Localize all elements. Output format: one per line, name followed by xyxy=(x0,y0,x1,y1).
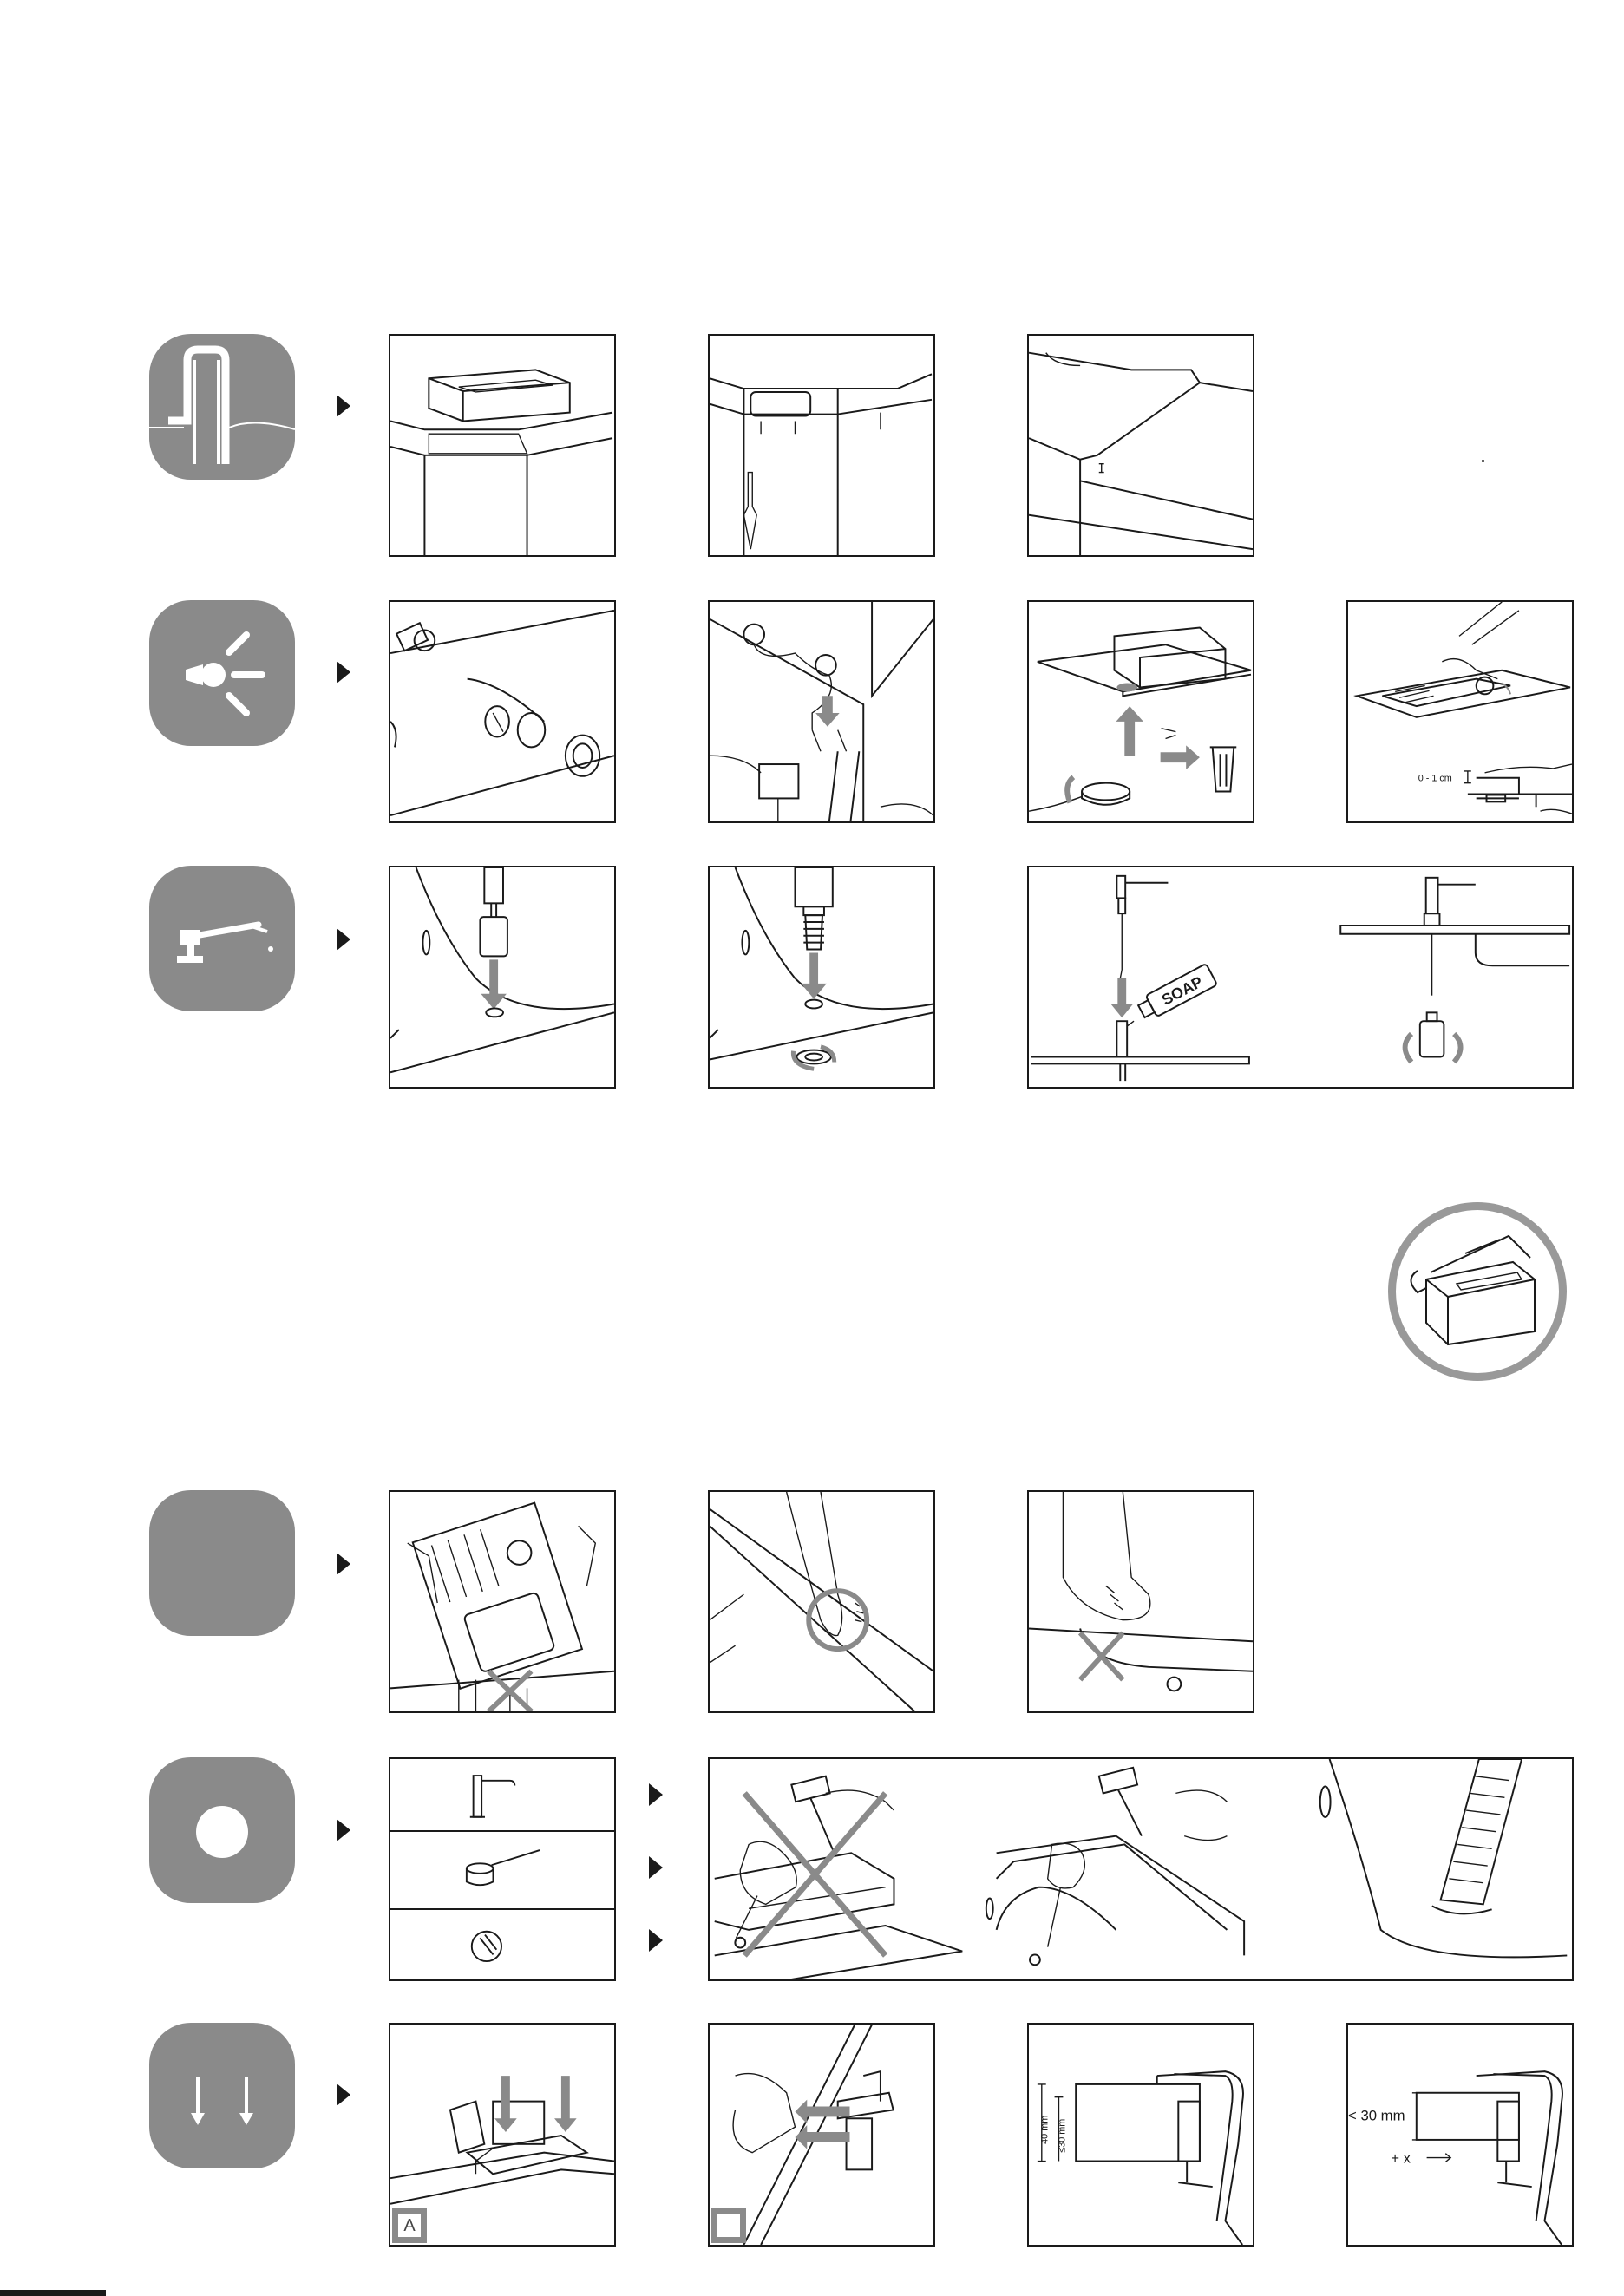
row2-panel-1 xyxy=(389,600,616,823)
dim-label-x: + x xyxy=(1391,2149,1411,2167)
step-arrow xyxy=(337,661,350,684)
blank-category-icon xyxy=(149,1490,295,1636)
row6-panel-2 xyxy=(708,2023,935,2247)
product-tap xyxy=(389,1757,616,1832)
footer-bar xyxy=(0,2290,106,2296)
row2-panel-3 xyxy=(1027,600,1254,823)
row2-panel-2 xyxy=(708,600,935,823)
row6-panel-1 xyxy=(389,2023,616,2247)
toolbox-icon xyxy=(1388,1202,1567,1381)
row1-panel-1 xyxy=(389,334,616,557)
dim-label-40: 40 mm xyxy=(1039,2115,1051,2144)
row4-panel-3 xyxy=(1027,1490,1254,1713)
step-arrow xyxy=(337,2083,350,2106)
row1-panel-2 xyxy=(708,334,935,557)
step-badge-b xyxy=(711,2208,746,2243)
dim-label-30: ≤30 mm xyxy=(1057,2118,1068,2153)
row1-panel-3 xyxy=(1027,334,1254,557)
row3-panel-3 xyxy=(1027,866,1574,1089)
step-arrow xyxy=(649,1783,663,1806)
step-badge-a: A xyxy=(392,2208,427,2243)
row3-panel-1 xyxy=(389,866,616,1089)
step-arrow xyxy=(337,1819,350,1841)
step-arrow xyxy=(337,395,350,417)
soap-label: SOAP xyxy=(1158,972,1206,1009)
row5-tool-panel xyxy=(708,1757,1574,1981)
step-arrow xyxy=(337,928,350,951)
down-arrows-icon xyxy=(149,2023,295,2168)
step-arrow xyxy=(649,1929,663,1952)
row4-panel-2 xyxy=(708,1490,935,1713)
row3-panel-2 xyxy=(708,866,935,1089)
step-arrow xyxy=(337,1553,350,1575)
row2-panel-4 xyxy=(1346,600,1574,823)
step-arrow xyxy=(649,1856,663,1879)
measure-label: 0 - 1 cm xyxy=(1418,773,1452,784)
row6-panel-4 xyxy=(1346,2023,1574,2247)
stray-dot xyxy=(1482,460,1484,462)
led-light-icon xyxy=(149,600,295,746)
row4-panel-1 xyxy=(389,1490,616,1713)
dim-label-lt30: < 30 mm xyxy=(1348,2107,1405,2124)
circle-icon xyxy=(149,1757,295,1903)
sink-installation-icon xyxy=(149,334,295,480)
product-soap-dispenser xyxy=(389,1830,616,1910)
row6-panel-3 xyxy=(1027,2023,1254,2247)
product-knob xyxy=(389,1908,616,1981)
tap-icon xyxy=(149,866,295,1011)
